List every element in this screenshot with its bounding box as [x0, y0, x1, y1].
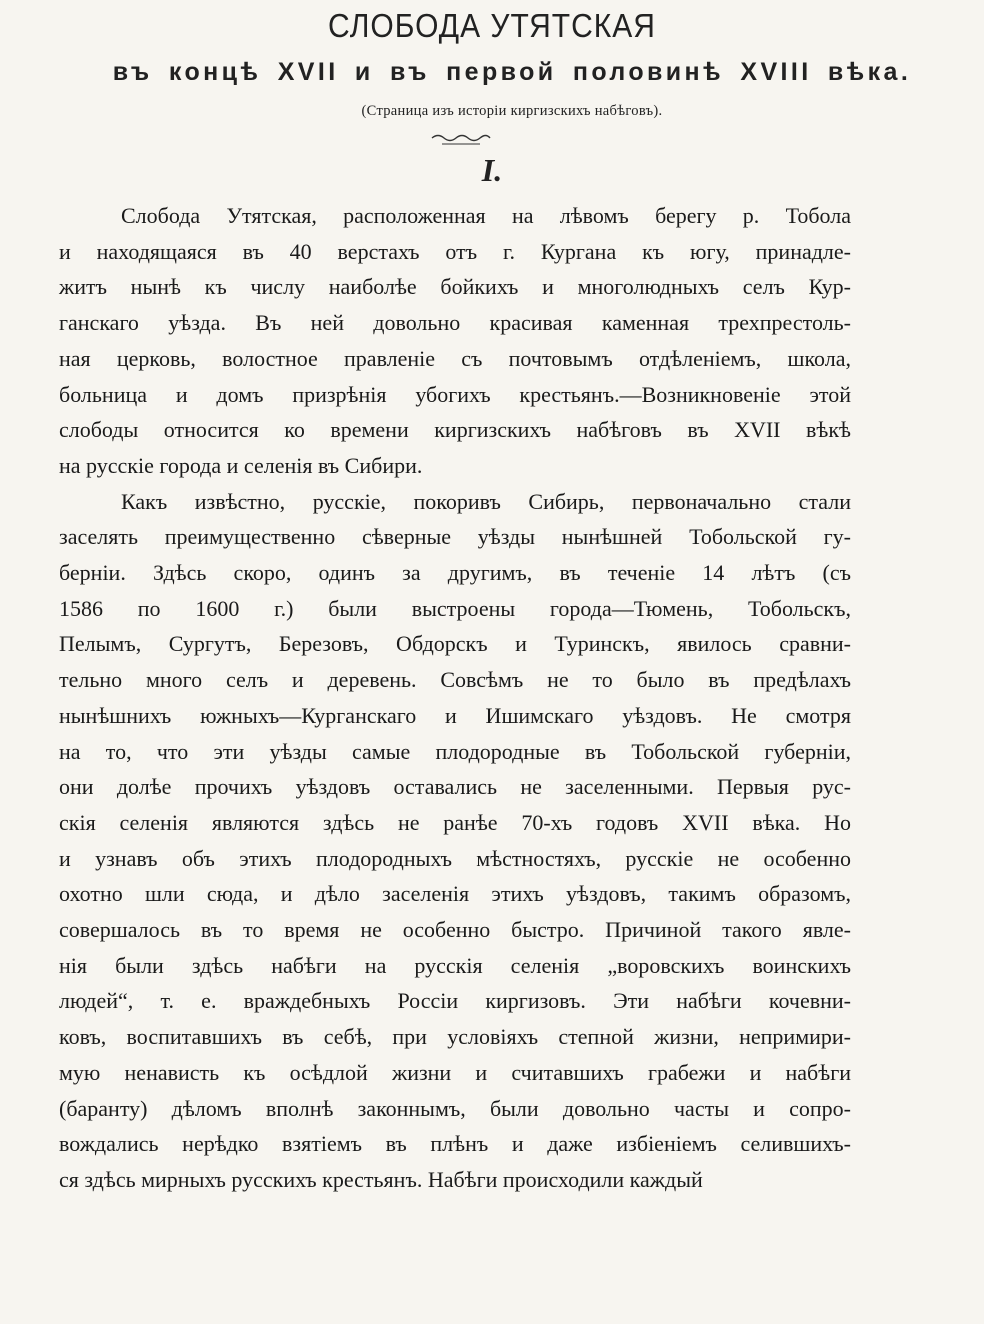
text-line: Какъ извѣстно, русскіе, покоривъ Сибирь, первоначально стали	[121, 488, 851, 514]
text-line: заселять преимущественно сѣверные уѣзды нынѣшней Тобольской гу-	[59, 524, 851, 550]
text-line: скія селенія являются здѣсь не ранѣе 70-хъ годовъ XVII вѣка. Но	[59, 809, 851, 835]
subtitle-note: (Страница изъ исторіи киргизскихъ набѣговъ).	[361, 103, 663, 119]
page-title: СЛОБОДА УТЯТСКАЯ	[328, 7, 656, 45]
text-line: ся здѣсь мирныхъ русскихъ крестьянъ. Набѣги происходили каждый	[59, 1166, 703, 1192]
text-line: Пелымъ, Сургутъ, Березовъ, Обдорскъ и Туринскъ, явилось сравни-	[59, 631, 851, 657]
text-line: (баранту) дѣломъ вполнѣ законнымъ, были довольно часты и сопро-	[59, 1095, 851, 1121]
flourish-ornament	[430, 132, 492, 148]
page-subtitle: въ концѣ XVII и въ первой половинѣ XVIII вѣка.	[112, 58, 912, 86]
section-number: I.	[481, 152, 503, 188]
text-line: они долѣе прочихъ уѣздовъ оставались не заселенными. Первыя рус-	[59, 774, 851, 800]
text-line: на русскіе города и селенія въ Сибири.	[59, 452, 423, 478]
text-line: 1586 по 1600 г.) были выстроены города—Тюмень, Тобольскъ,	[59, 595, 851, 621]
text-line: слободы относится ко времени киргизскихъ набѣговъ въ XVII вѣкѣ	[59, 417, 851, 443]
text-line: берніи. Здѣсь скоро, одинъ за другимъ, въ теченіе 14 лѣтъ (съ	[59, 560, 851, 585]
text-line: больница и домъ призрѣнія убогихъ крестьянъ.—Возникновеніе этой	[59, 381, 851, 407]
text-line: нынѣшнихъ южныхъ—Курганскаго и Ишимскаго уѣздовъ. Не смотря	[59, 702, 851, 728]
text-line: мую ненависть къ осѣдлой жизни и считавшихъ грабежи и набѣги	[59, 1059, 851, 1085]
text-line: и узнавъ объ этихъ плодородныхъ мѣстностяхъ, русскіе не особенно	[59, 845, 851, 871]
text-line: и находящаяся въ 40 верстахъ отъ г. Кургана къ югу, принадле-	[59, 238, 851, 264]
text-line: житъ нынѣ къ числу наиболѣе бойкихъ и многолюдныхъ селъ Кур-	[59, 274, 851, 300]
text-line: совершалось въ то время не особенно быстро. Причиной такого явле-	[59, 917, 851, 942]
text-line: вождались нерѣдко взятіемъ въ плѣнъ и даже избіеніемъ селившихъ-	[59, 1131, 851, 1157]
text-line: ковъ, воспитавшихъ въ себѣ, при условіяхъ степной жизни, непримири-	[59, 1024, 851, 1050]
text-line: охотно шли сюда, и дѣло заселенія этихъ уѣздовъ, такимъ образомъ,	[59, 881, 851, 907]
text-line: нія были здѣсь набѣги на русскія селенія „воровскихъ воинскихъ	[59, 952, 851, 978]
text-line: на то, что эти уѣзды самые плодородные въ Тобольской губерніи,	[59, 738, 851, 764]
text-line: тельно много селъ и деревень. Совсѣмъ не то было въ предѣлахъ	[59, 667, 851, 693]
text-line: Слобода Утятская, расположенная на лѣвомъ берегу р. Тобола	[121, 203, 851, 228]
text-line: людей“, т. е. враждебныхъ Россіи киргизовъ. Эти набѣги кочевни-	[59, 988, 851, 1014]
text-line: ганскаго уѣзда. Въ ней довольно красивая каменная трехпрестоль-	[59, 310, 851, 336]
text-line: ная церковь, волостное правленіе съ почтовымъ отдѣленіемъ, школа,	[59, 345, 851, 371]
